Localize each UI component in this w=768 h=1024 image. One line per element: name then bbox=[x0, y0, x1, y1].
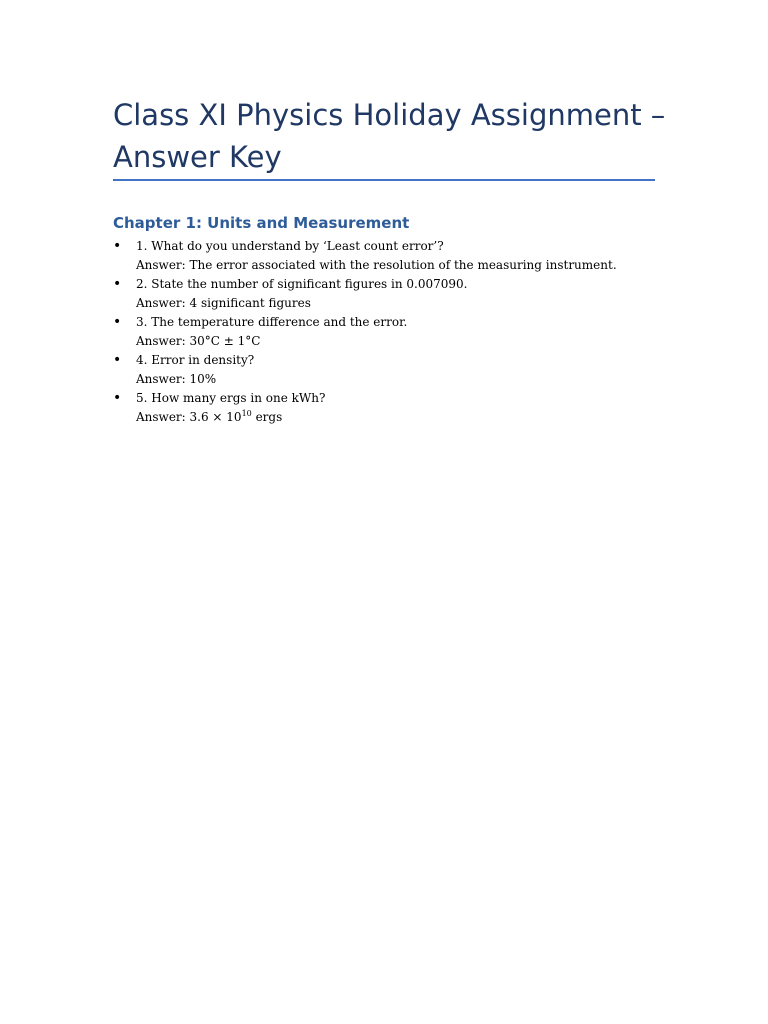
answer-exponent: 10 bbox=[241, 409, 252, 418]
answer-text: Answer: 4 significant figures bbox=[136, 296, 311, 310]
answer-text: Answer: 30°C ± 1°C bbox=[136, 334, 261, 348]
list-item bbox=[113, 275, 673, 313]
chapter-heading: Chapter 1: Units and Measurement bbox=[113, 214, 410, 232]
question-text: 2. State the number of significant figures in 0.007090. bbox=[136, 277, 468, 291]
answer-prefix: Answer: 3.6 × 10 bbox=[136, 410, 242, 424]
answer-suffix: ergs bbox=[251, 410, 283, 424]
bullet-icon: • bbox=[113, 390, 122, 406]
question-text: 1. What do you understand by ‘Least count error’? bbox=[136, 239, 444, 253]
list-item bbox=[113, 351, 673, 389]
document-title: Class XI Physics Holiday Assignment – Answer Key bbox=[113, 98, 666, 174]
list-item bbox=[113, 237, 673, 275]
bullet-icon: • bbox=[113, 238, 122, 254]
answer-text bbox=[136, 408, 673, 427]
question-answer-list bbox=[113, 237, 673, 427]
list-item bbox=[113, 313, 673, 351]
question-text: 4. Error in density? bbox=[136, 353, 255, 367]
bullet-icon: • bbox=[113, 314, 122, 330]
list-item bbox=[113, 389, 673, 427]
bullet-icon: • bbox=[113, 352, 122, 368]
question-text: 5. How many ergs in one kWh? bbox=[136, 391, 326, 405]
answer-text: Answer: The error associated with the resolution of the measuring instrument. bbox=[136, 258, 617, 272]
title-underline-divider bbox=[113, 179, 655, 181]
answer-text: Answer: 10% bbox=[136, 372, 217, 386]
question-text: 3. The temperature difference and the error. bbox=[136, 315, 408, 329]
bullet-icon: • bbox=[113, 276, 122, 292]
